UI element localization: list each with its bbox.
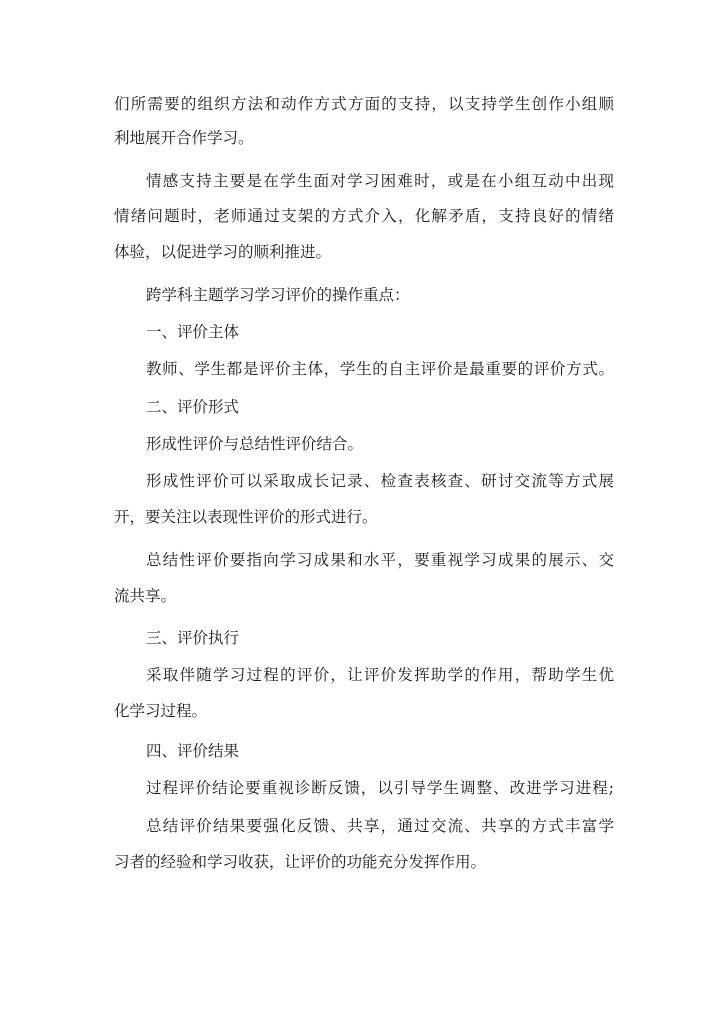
text-line: 总结评价结果要强化反馈、共享，通过交流、共享的方式丰富学	[146, 817, 614, 835]
text-line: 跨学科主题学习学习评价的操作重点：	[146, 286, 410, 304]
text-line: 流共享。	[114, 587, 177, 605]
text-line: 体验，以促进学习的顺利推进。	[114, 243, 332, 261]
text-line: 情感支持主要是在学生面对学习困难时，或是在小组互动中出现	[146, 172, 614, 190]
text-line: 开，要关注以表现性评价的形式进行。	[114, 508, 378, 526]
text-line: 形成性评价与总结性评价结合。	[146, 435, 364, 453]
text-line: 情绪问题时，老师通过支架的方式介入，化解矛盾，支持良好的情绪	[114, 207, 614, 225]
text-line: 采取伴随学习过程的评价，让评价发挥助学的作用，帮助学生优	[146, 666, 614, 684]
section-heading: 二、评价形式	[146, 398, 240, 416]
text-line: 过程评价结论要重视诊断反馈，以引导学生调整、改进学习进程;	[146, 779, 614, 797]
text-line: 形成性评价可以采取成长记录、检查表核查、研讨交流等方式展	[146, 472, 614, 490]
section-heading: 一、评价主体	[146, 323, 240, 341]
text-line: 习者的经验和学习收获，让评价的功能充分发挥作用。	[114, 853, 487, 871]
text-line: 利地展开合作学习。	[114, 129, 254, 147]
text-line: 教师、学生都是评价主体，学生的自主评价是最重要的评价方式。	[146, 360, 614, 378]
text-line: 们所需要的组织方法和动作方式方面的支持，以支持学生创作小组顺	[114, 95, 614, 113]
section-heading: 三、评价执行	[146, 629, 240, 647]
text-line: 化学习过程。	[114, 702, 208, 720]
text-line: 总结性评价要指向学习成果和水平，要重视学习成果的展示、交	[146, 551, 614, 569]
section-heading: 四、评价结果	[146, 742, 240, 760]
